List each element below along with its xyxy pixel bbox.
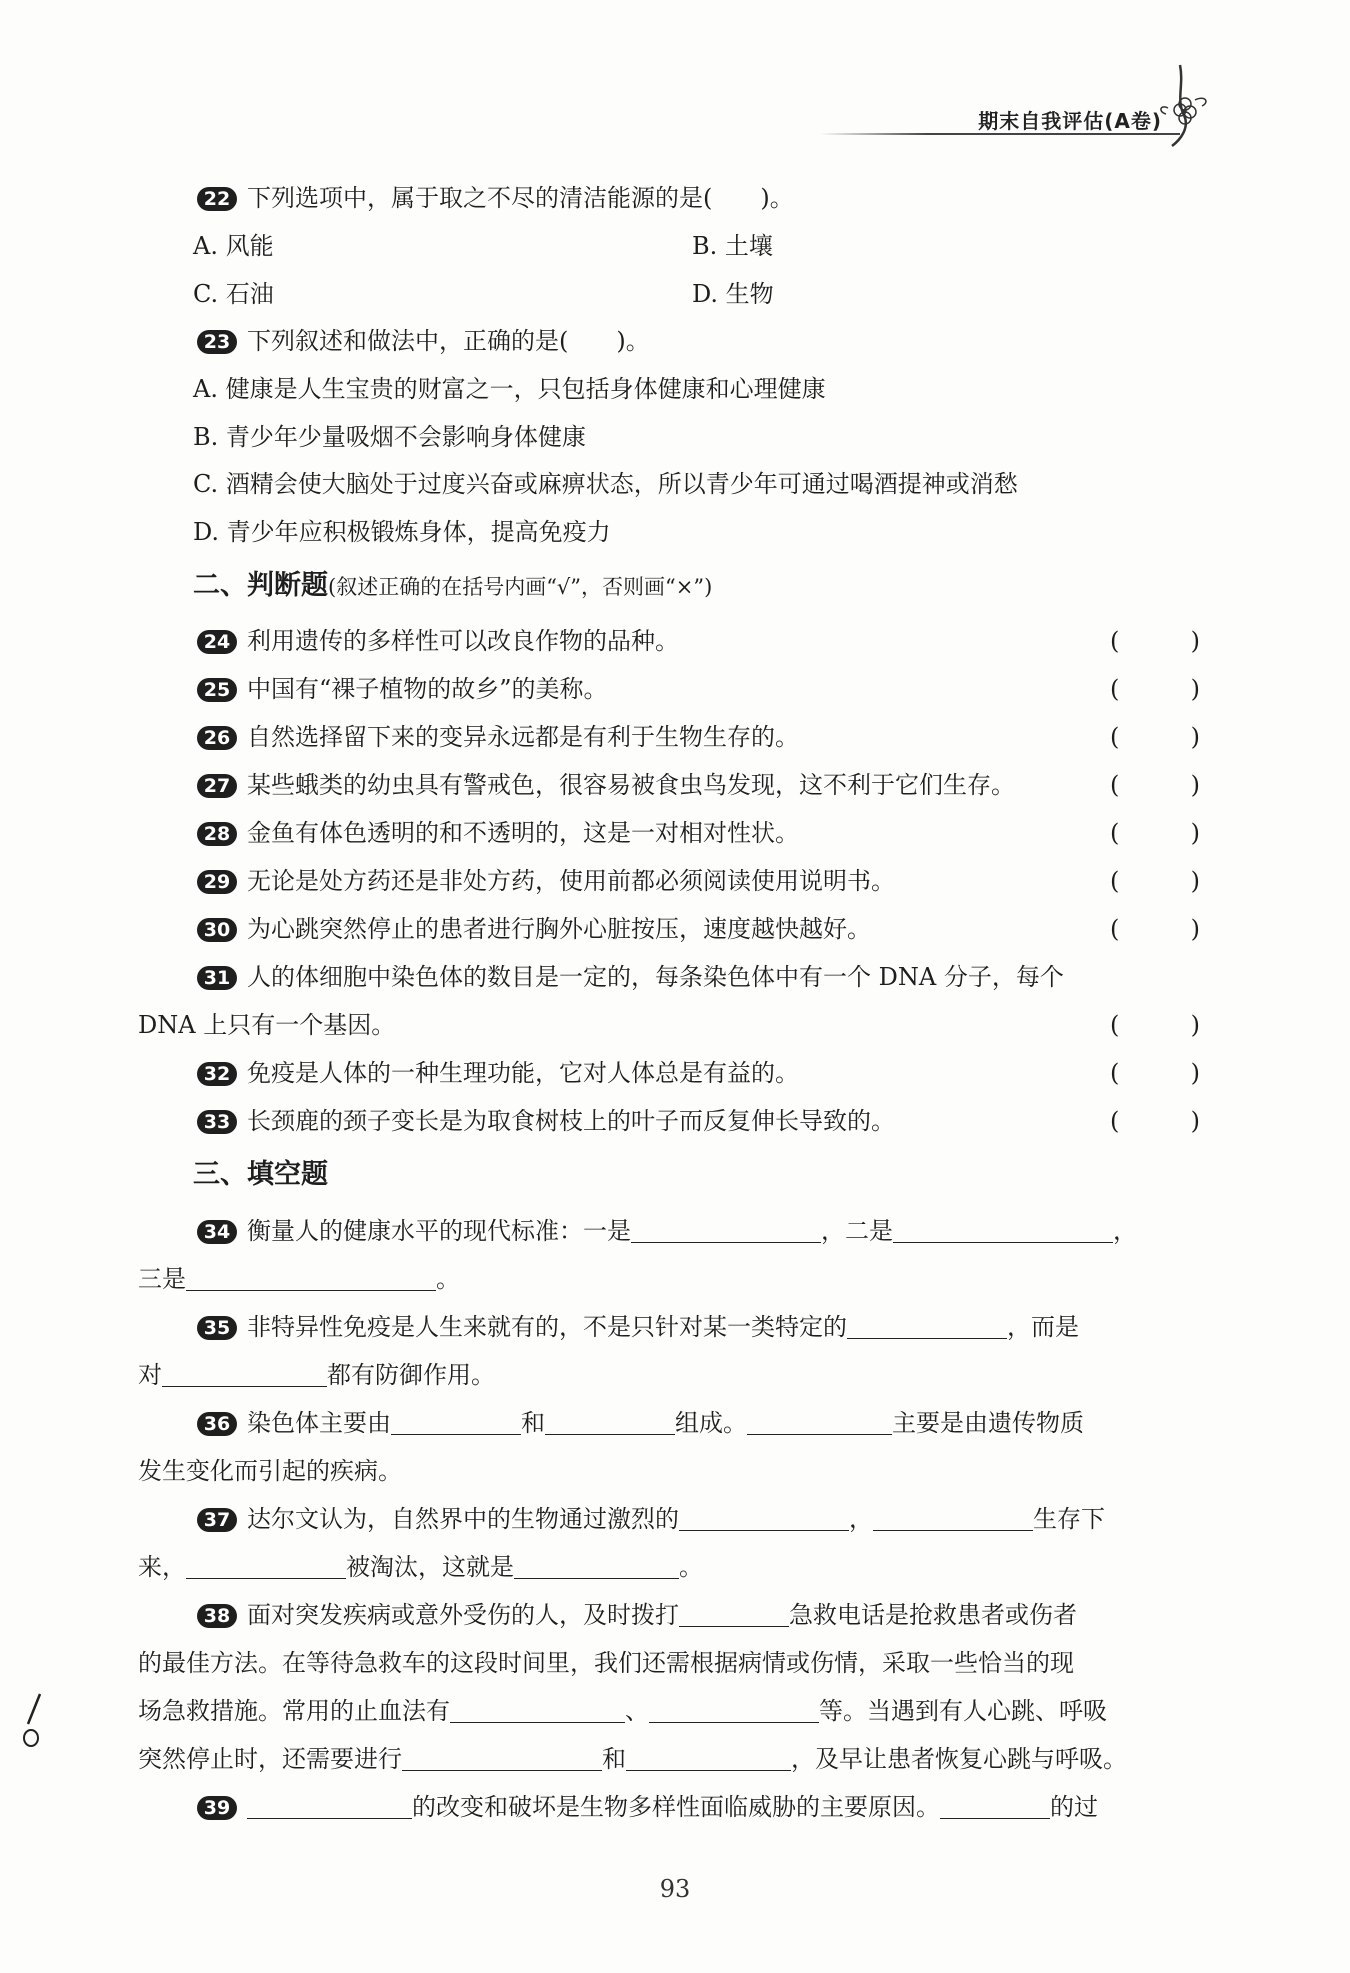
question-text: 生存下 [1033, 1505, 1105, 1533]
answer-blank[interactable] [391, 1412, 521, 1435]
answer-blank[interactable] [847, 1316, 1007, 1339]
question-number: 34 [197, 1220, 237, 1244]
answer-bracket[interactable] [1110, 1104, 1200, 1138]
answer-bracket[interactable] [1110, 912, 1200, 946]
question-34-continued [138, 1262, 460, 1296]
question-37 [197, 1502, 1105, 1536]
question-36-continued: 发生变化而引起的疾病。 [138, 1457, 402, 1485]
answer-bracket[interactable] [1110, 1056, 1200, 1090]
question-text: 下列叙述和做法中，正确的是( )。 [247, 327, 650, 355]
question-text: ，及早让患者恢复心跳与呼吸。 [791, 1745, 1127, 1773]
question-text: 场急救措施。常用的止血法有 [138, 1697, 450, 1725]
option-a: A. 风能 [193, 232, 274, 260]
question-text: 。 [436, 1265, 460, 1293]
question-text: 和 [521, 1409, 545, 1437]
question-number: 30 [197, 918, 237, 942]
question-36 [197, 1406, 1084, 1440]
question-text: 下列选项中，属于取之不尽的清洁能源的是( )。 [247, 184, 794, 212]
judge-item [197, 672, 608, 706]
question-text: 被淘汰，这就是 [346, 1553, 514, 1581]
header-rule [820, 133, 1180, 135]
question-text: 等。当遇到有人心跳、呼吸 [819, 1697, 1107, 1725]
question-text: 非特异性免疫是人生来就有的，不是只针对某一类特定的 [247, 1313, 847, 1341]
answer-blank[interactable] [940, 1796, 1050, 1819]
bracket-close: ) [1190, 1011, 1200, 1039]
answer-blank[interactable] [247, 1796, 412, 1819]
bracket-close: ) [1190, 675, 1200, 703]
question-34 [197, 1214, 1137, 1248]
question-number: 23 [197, 330, 237, 354]
question-text: 。 [679, 1553, 703, 1581]
bracket-open: ( [1110, 915, 1120, 943]
answer-blank[interactable] [893, 1220, 1113, 1243]
option-c: C. 酒精会使大脑处于过度兴奋或麻痹状态，所以青少年可通过喝酒提神或消愁 [193, 470, 1018, 498]
answer-blank[interactable] [679, 1508, 849, 1531]
question-number: 27 [197, 774, 237, 798]
answer-blank[interactable] [545, 1412, 675, 1435]
answer-bracket[interactable] [1110, 1008, 1200, 1042]
judge-item [197, 720, 799, 754]
question-number: 37 [197, 1508, 237, 1532]
option-b: B. 青少年少量吸烟不会影响身体健康 [193, 423, 586, 451]
answer-bracket[interactable] [1110, 816, 1200, 850]
bracket-close: ) [1190, 771, 1200, 799]
question-text: 的过 [1050, 1793, 1098, 1821]
question-text: ， [849, 1505, 873, 1533]
bracket-open: ( [1110, 819, 1120, 847]
bracket-open: ( [1110, 1107, 1120, 1135]
question-38 [197, 1598, 1077, 1632]
answer-blank[interactable] [450, 1700, 625, 1723]
bracket-close: ) [1190, 1059, 1200, 1087]
bracket-close: ) [1190, 723, 1200, 751]
question-text: 金鱼有体色透明的和不透明的，这是一对相对性状。 [247, 819, 799, 847]
answer-blank[interactable] [649, 1700, 819, 1723]
bracket-open: ( [1110, 867, 1120, 895]
question-text: 人的体细胞中染色体的数目是一定的，每条染色体中有一个 DNA 分子，每个 [247, 963, 1064, 991]
pen-mark-icon [18, 1690, 48, 1750]
question-text: 突然停止时，还需要进行 [138, 1745, 402, 1773]
header-title: 期末自我评估(A卷) [978, 109, 1162, 133]
answer-bracket[interactable] [1110, 720, 1200, 754]
question-number: 31 [197, 966, 237, 990]
judge-item [197, 912, 871, 946]
answer-bracket[interactable] [1110, 864, 1200, 898]
flower-ornament-icon [1150, 60, 1220, 150]
question-text: 达尔文认为，自然界中的生物通过激烈的 [247, 1505, 679, 1533]
question-31-continued: DNA 上只有一个基因。 [138, 1011, 396, 1039]
question-number: 35 [197, 1316, 237, 1340]
question-number: 24 [197, 630, 237, 654]
judge-item [197, 864, 895, 898]
question-text: 长颈鹿的颈子变长是为取食树枝上的叶子而反复伸长导致的。 [247, 1107, 895, 1135]
answer-bracket[interactable] [1110, 768, 1200, 802]
question-text: 某些蛾类的幼虫具有警戒色，很容易被食虫鸟发现，这不利于它们生存。 [247, 771, 1015, 799]
page-number: 93 [659, 1875, 691, 1903]
answer-bracket[interactable] [1110, 672, 1200, 706]
question-text: 衡量人的健康水平的现代标准：一是 [247, 1217, 631, 1245]
answer-blank[interactable] [162, 1364, 327, 1387]
answer-blank[interactable] [679, 1604, 789, 1627]
question-37-continued [138, 1550, 703, 1584]
option-c: C. 石油 [193, 280, 274, 308]
judge-item [197, 624, 679, 658]
section-title: 二、判断题 [193, 570, 328, 601]
question-number: 39 [197, 1796, 237, 1820]
answer-blank[interactable] [747, 1412, 892, 1435]
section-heading-fill-in: 三、填空题 [193, 1159, 328, 1190]
bracket-open: ( [1110, 771, 1120, 799]
question-39 [197, 1790, 1098, 1824]
question-text: ，二是 [821, 1217, 893, 1245]
bracket-open: ( [1110, 1011, 1120, 1039]
question-38-continued [138, 1742, 1127, 1776]
question-number: 26 [197, 726, 237, 750]
question-text: 自然选择留下来的变异永远都是有利于生物生存的。 [247, 723, 799, 751]
question-text: 和 [602, 1745, 626, 1773]
question-text: 染色体主要由 [247, 1409, 391, 1437]
question-31 [197, 960, 1064, 994]
answer-blank[interactable] [186, 1556, 346, 1579]
answer-blank[interactable] [631, 1220, 821, 1243]
question-23 [197, 324, 650, 358]
question-33 [197, 1104, 895, 1138]
question-text: 中国有“裸子植物的故乡”的美称。 [247, 675, 608, 703]
question-number: 38 [197, 1604, 237, 1628]
judge-item [197, 816, 799, 850]
question-number: 36 [197, 1412, 237, 1436]
question-text: 组成。 [675, 1409, 747, 1437]
question-text: 面对突发疾病或意外受伤的人，及时拨打 [247, 1601, 679, 1629]
question-text: 利用遗传的多样性可以改良作物的品种。 [247, 627, 679, 655]
question-text: 的改变和破坏是生物多样性面临威胁的主要原因。 [412, 1793, 940, 1821]
section-heading-judgement [193, 568, 712, 605]
question-number: 22 [197, 187, 237, 211]
judge-item [197, 768, 1015, 802]
question-text: 无论是处方药还是非处方药，使用前都必须阅读使用说明书。 [247, 867, 895, 895]
answer-blank[interactable] [626, 1748, 791, 1771]
answer-blank[interactable] [402, 1748, 602, 1771]
question-text: 急救电话是抢救患者或伤者 [789, 1601, 1077, 1629]
question-35-continued [138, 1358, 495, 1392]
question-text: 对 [138, 1361, 162, 1389]
bracket-open: ( [1110, 627, 1120, 655]
bracket-open: ( [1110, 1059, 1120, 1087]
answer-blank[interactable] [186, 1268, 436, 1291]
bracket-open: ( [1110, 675, 1120, 703]
bracket-close: ) [1190, 819, 1200, 847]
option-d: D. 青少年应积极锻炼身体，提高免疫力 [193, 518, 611, 546]
question-text: 、 [625, 1697, 649, 1725]
bracket-close: ) [1190, 915, 1200, 943]
answer-blank[interactable] [514, 1556, 679, 1579]
question-number: 33 [197, 1110, 237, 1134]
option-a: A. 健康是人生宝贵的财富之一，只包括身体健康和心理健康 [193, 375, 826, 403]
section-instruction: (叙述正确的在括号内画“√”，否则画“×”) [328, 575, 713, 599]
answer-blank[interactable] [873, 1508, 1033, 1531]
question-text: 免疫是人体的一种生理功能，它对人体总是有益的。 [247, 1059, 799, 1087]
question-32 [197, 1056, 799, 1090]
question-number: 32 [197, 1062, 237, 1086]
bracket-close: ) [1190, 867, 1200, 895]
bracket-close: ) [1190, 627, 1200, 655]
bracket-open: ( [1110, 723, 1120, 751]
question-text: 都有防御作用。 [327, 1361, 495, 1389]
question-text: ， [1113, 1217, 1137, 1245]
option-b: B. 土壤 [692, 232, 773, 260]
question-38-continued [138, 1694, 1107, 1728]
question-text: 为心跳突然停止的患者进行胸外心脏按压，速度越快越好。 [247, 915, 871, 943]
question-22 [197, 181, 794, 215]
question-number: 29 [197, 870, 237, 894]
question-text: 三是 [138, 1265, 186, 1293]
question-35 [197, 1310, 1079, 1344]
question-number: 28 [197, 822, 237, 846]
question-38-continued: 的最佳方法。在等待急救车的这段时间里，我们还需根据病情或伤情，采取一些恰当的现 [138, 1649, 1074, 1677]
page-header [820, 60, 1220, 140]
question-text: 来， [138, 1553, 186, 1581]
question-number: 25 [197, 678, 237, 702]
question-text: 主要是由遗传物质 [892, 1409, 1084, 1437]
bracket-close: ) [1190, 1107, 1200, 1135]
answer-bracket[interactable] [1110, 624, 1200, 658]
option-d: D. 生物 [692, 280, 774, 308]
question-text: ，而是 [1007, 1313, 1079, 1341]
